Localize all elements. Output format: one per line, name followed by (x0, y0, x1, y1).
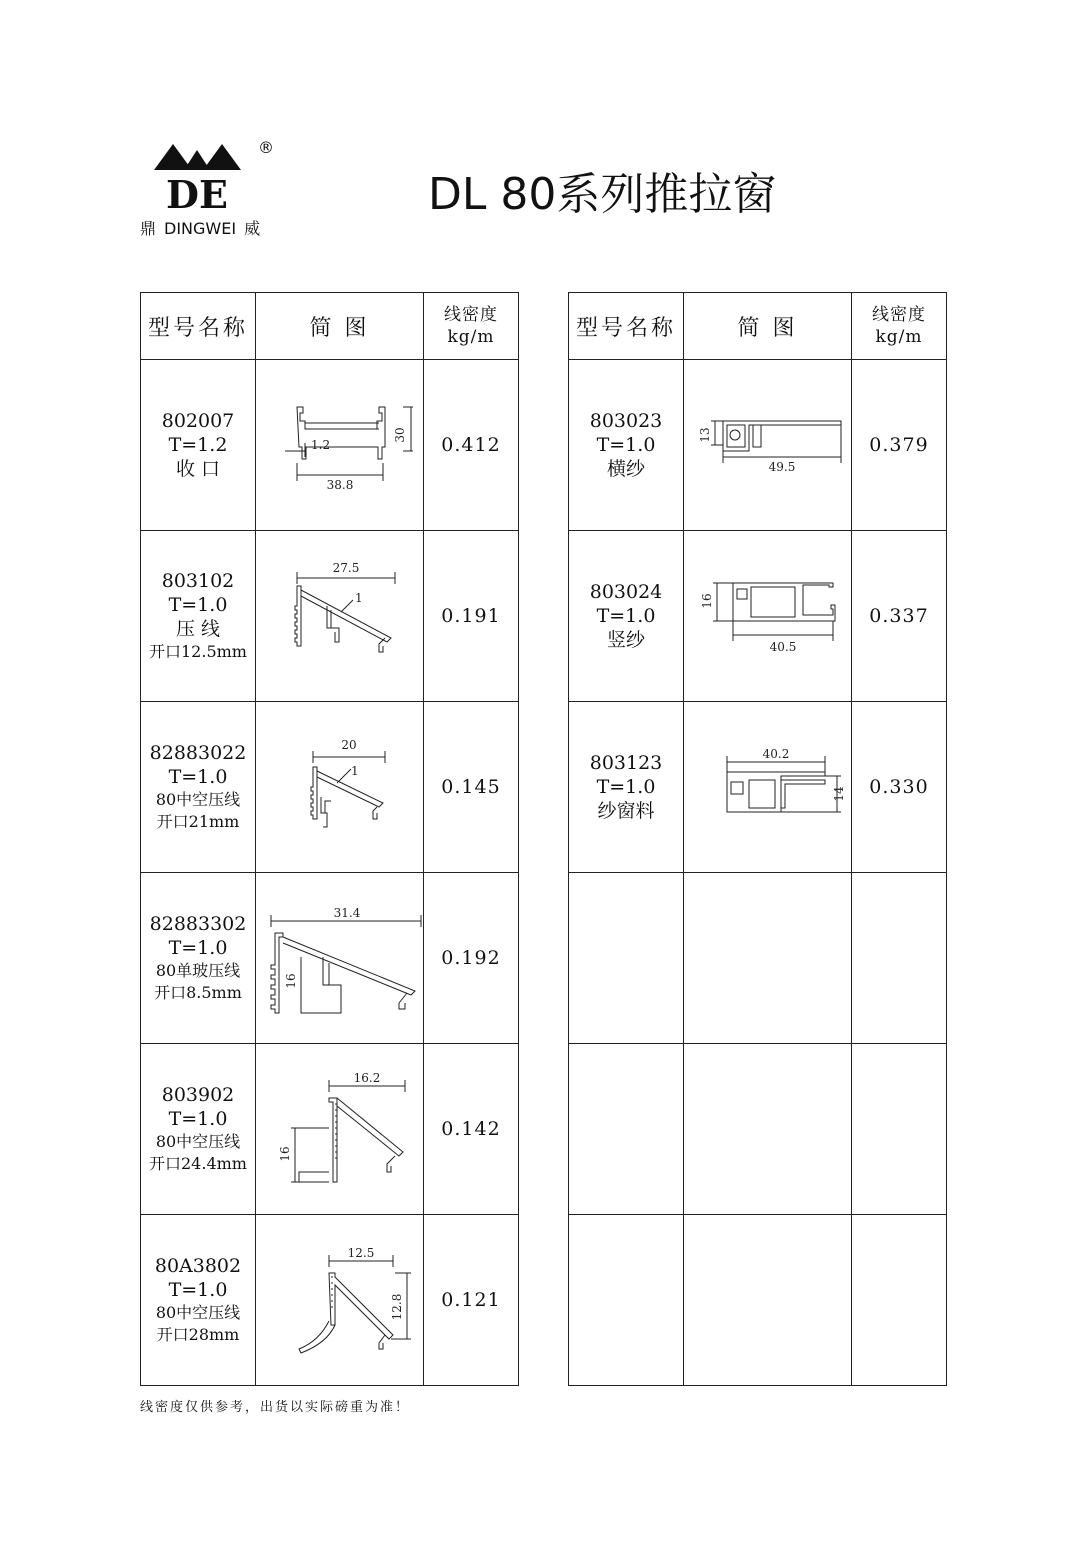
profile-diagram-cell (684, 360, 852, 531)
table-row (569, 360, 947, 531)
model-note: 80单玻压线 (155, 961, 241, 980)
empty-cell (569, 1215, 684, 1386)
dim-width: 49.5 (768, 460, 795, 474)
brand-cn-left: 鼎 (140, 219, 157, 238)
model-note: 80中空压线 (155, 1303, 241, 1322)
model-cell (569, 531, 684, 702)
left-spec-table (140, 292, 519, 1386)
empty-row (569, 1215, 947, 1386)
model-code: 803902 (161, 1084, 235, 1106)
profile-drawing (265, 1235, 415, 1365)
footnote: 线密度仅供参考，出货以实际磅重为准！ (140, 1400, 411, 1415)
profile-drawing (693, 732, 846, 842)
model-name: 纱窗料 (597, 800, 655, 822)
model-thickness: T=1.0 (168, 1279, 228, 1301)
model-code: 803102 (161, 570, 235, 592)
dim-height: 14 (831, 786, 846, 802)
model-cell (141, 1215, 256, 1386)
empty-cell (684, 873, 852, 1044)
dim-width: 20 (340, 738, 357, 752)
dim-thickness: 1 (354, 591, 363, 605)
model-note-2: 开口24.4mm (149, 1154, 247, 1173)
model-cell (141, 531, 256, 702)
model-cell (141, 1044, 256, 1215)
dim-width: 31.4 (333, 906, 360, 920)
model-code: 803123 (589, 752, 663, 774)
model-thickness: T=1.0 (596, 434, 656, 456)
model-note-2: 开口8.5mm (154, 983, 242, 1002)
weight-cell: 0.192 (424, 873, 519, 1044)
model-code: 82883022 (149, 742, 247, 764)
model-thickness: T=1.0 (168, 766, 228, 788)
table-row (141, 1215, 519, 1386)
empty-cell (684, 1044, 852, 1215)
dim-height: 12.8 (389, 1293, 404, 1321)
empty-cell (852, 873, 947, 1044)
empty-row (569, 1044, 947, 1215)
weight-cell: 0.142 (424, 1044, 519, 1215)
header-density-unit: kg/m (447, 327, 495, 347)
logo-caption (140, 216, 290, 239)
model-note: 80中空压线 (155, 1132, 241, 1151)
model-name: 压 线 (175, 618, 221, 640)
weight-cell: 0.379 (852, 360, 947, 531)
model-thickness: T=1.0 (168, 594, 228, 616)
empty-cell (569, 1044, 684, 1215)
header-density-unit: kg/m (875, 327, 923, 347)
model-code: 802007 (161, 410, 235, 432)
dim-width: 16.2 (353, 1071, 380, 1085)
dim-height: 16 (699, 593, 714, 609)
model-cell (141, 360, 256, 531)
weight-cell: 0.121 (424, 1215, 519, 1386)
empty-cell (569, 873, 684, 1044)
table-row (141, 873, 519, 1044)
model-code: 803024 (589, 581, 663, 603)
model-note: 开口12.5mm (149, 642, 247, 661)
model-note: 80中空压线 (155, 790, 241, 809)
profile-diagram-cell (684, 531, 852, 702)
model-thickness: T=1.2 (168, 434, 228, 456)
weight-cell: 0.337 (852, 531, 947, 702)
profile-drawing (693, 561, 843, 671)
logo-mark-icon (140, 138, 255, 217)
model-name: 横纱 (606, 458, 645, 480)
profile-diagram-cell (256, 873, 424, 1044)
dim-height: 13 (697, 427, 712, 443)
model-thickness: T=1.0 (168, 1108, 228, 1130)
model-name: 竖纱 (606, 629, 645, 651)
header-model: 型号名称 (141, 293, 256, 360)
table-row (141, 531, 519, 702)
registered-mark: ® (258, 138, 274, 157)
dim-height: 16 (283, 973, 298, 989)
profile-drawing (265, 727, 415, 847)
header-model: 型号名称 (569, 293, 684, 360)
brand-cn-right: 威 (244, 219, 261, 238)
table-row (569, 702, 947, 873)
header-diagram: 简 图 (256, 293, 424, 360)
model-cell (141, 702, 256, 873)
table-row (141, 702, 519, 873)
header-density-label: 线密度 (872, 305, 926, 325)
profile-drawing (693, 395, 843, 495)
header-density-label: 线密度 (444, 305, 498, 325)
dim-width: 40.5 (769, 640, 796, 654)
profile-drawing (265, 556, 415, 676)
profile-diagram-cell (256, 1215, 424, 1386)
model-note-2: 开口28mm (156, 1325, 240, 1344)
profile-drawing (265, 385, 415, 505)
empty-cell (852, 1215, 947, 1386)
table-header-row (569, 293, 947, 360)
weight-cell: 0.412 (424, 360, 519, 531)
model-code: 80A3802 (154, 1255, 242, 1277)
profile-diagram-cell (256, 360, 424, 531)
weight-cell: 0.191 (424, 531, 519, 702)
model-cell (569, 360, 684, 531)
dim-width: 38.8 (326, 478, 353, 492)
profile-diagram-cell (256, 702, 424, 873)
dim-height: 16 (277, 1146, 292, 1162)
dim-thickness: 1.2 (310, 438, 330, 452)
table-row (141, 1044, 519, 1215)
header-density (424, 293, 519, 360)
empty-row (569, 873, 947, 1044)
dim-width: 12.5 (347, 1246, 374, 1260)
model-name: 收 口 (175, 458, 221, 480)
profile-drawing (257, 893, 423, 1023)
model-code: 82883302 (149, 913, 247, 935)
profile-drawing (265, 1064, 415, 1194)
profile-diagram-cell (684, 702, 852, 873)
weight-cell: 0.145 (424, 702, 519, 873)
empty-cell (852, 1044, 947, 1215)
page-title: DL 80系列推拉窗 (428, 169, 777, 220)
header-diagram: 简 图 (684, 293, 852, 360)
dim-width: 40.2 (762, 747, 789, 761)
brand-name: DINGWEI (164, 219, 237, 238)
brand-logo (140, 138, 290, 243)
model-cell (569, 702, 684, 873)
empty-cell (684, 1215, 852, 1386)
table-header-row (141, 293, 519, 360)
table-row (569, 531, 947, 702)
table-row (141, 360, 519, 531)
model-thickness: T=1.0 (596, 776, 656, 798)
profile-diagram-cell (256, 531, 424, 702)
model-thickness: T=1.0 (168, 937, 228, 959)
logo-letters: DE (166, 172, 228, 217)
dim-thickness: 1 (350, 764, 359, 778)
model-cell (141, 873, 256, 1044)
model-thickness: T=1.0 (596, 605, 656, 627)
header-density (852, 293, 947, 360)
weight-cell: 0.330 (852, 702, 947, 873)
dim-height: 30 (392, 427, 407, 443)
model-code: 803023 (589, 410, 663, 432)
dim-width: 27.5 (332, 561, 359, 575)
profile-diagram-cell (256, 1044, 424, 1215)
right-spec-table (568, 292, 947, 1386)
model-note-2: 开口21mm (156, 812, 240, 831)
